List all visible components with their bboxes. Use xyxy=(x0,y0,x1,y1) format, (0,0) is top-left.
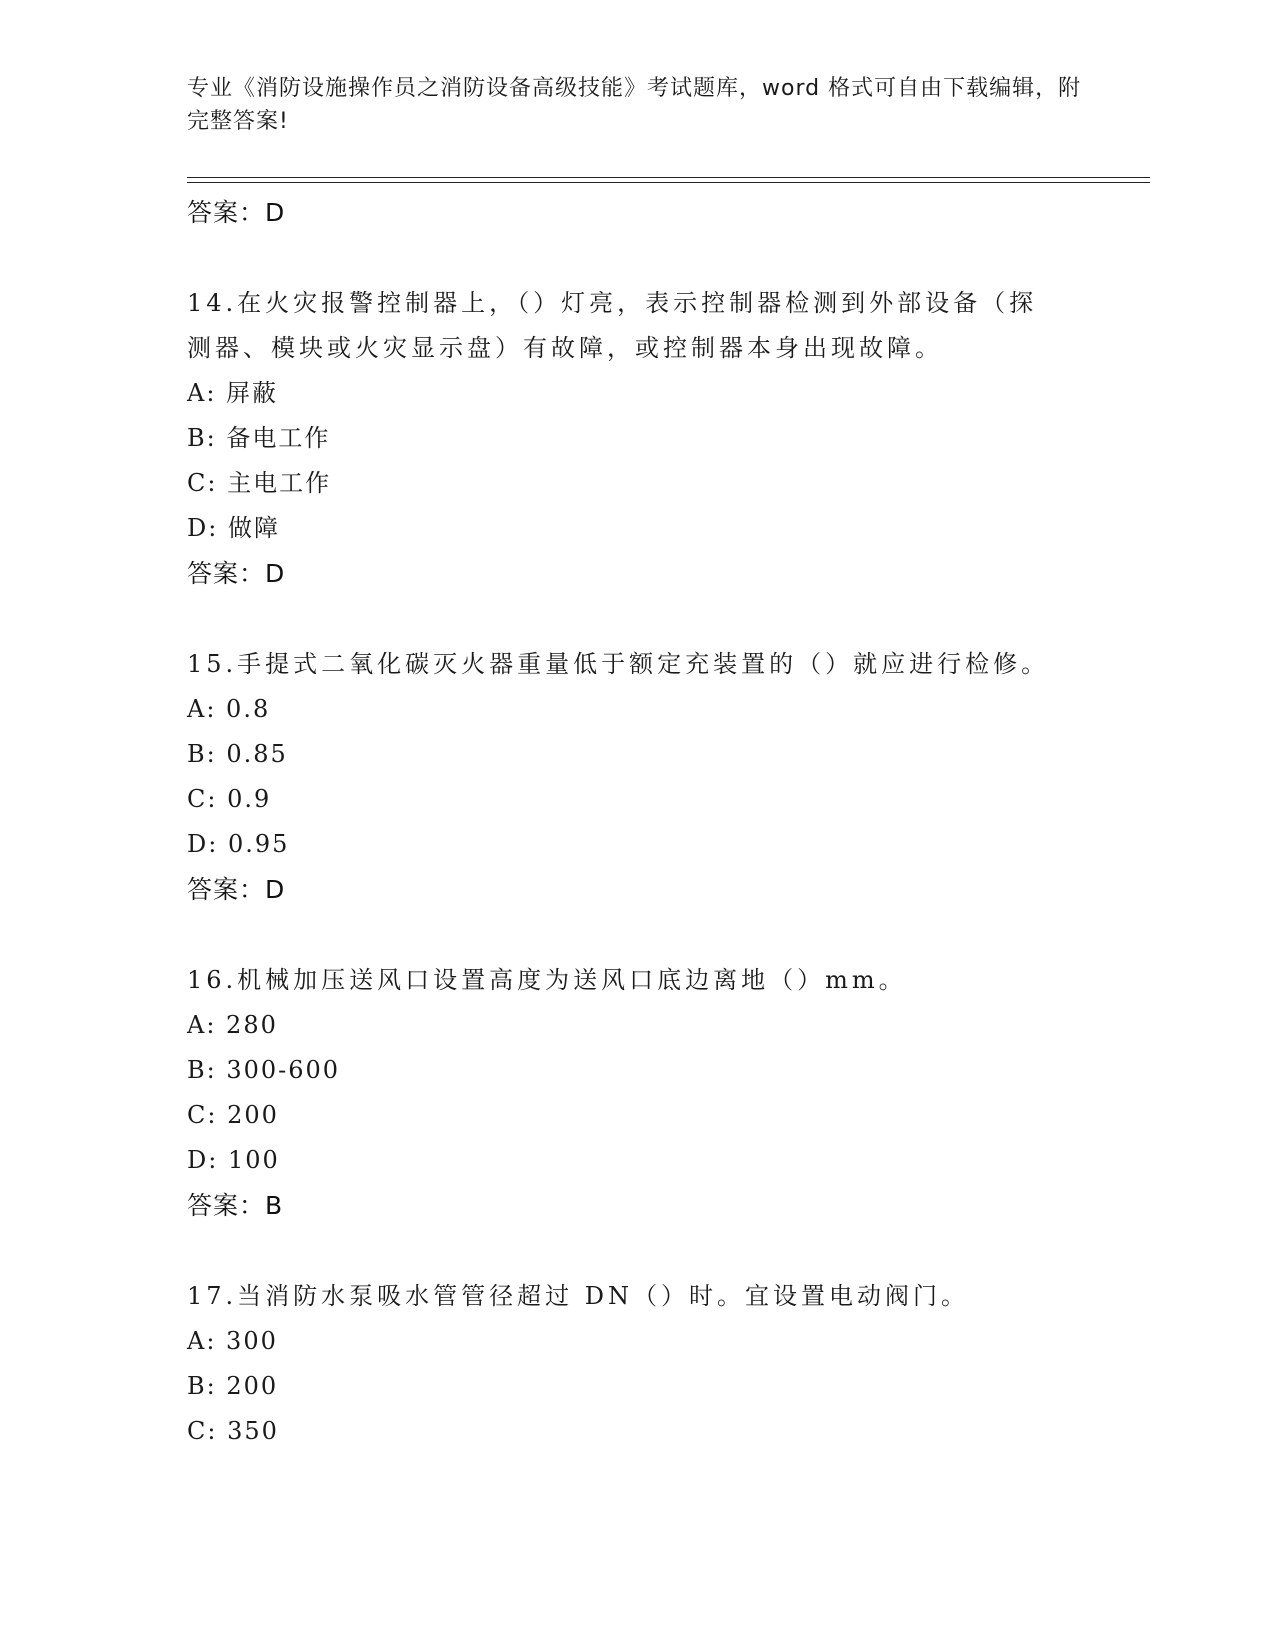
option-c: C: 0.9 xyxy=(187,785,272,813)
option-b: B: 200 xyxy=(187,1372,279,1400)
answer-line: 答案：D xyxy=(187,559,286,588)
option-a: A: 屏蔽 xyxy=(187,379,279,407)
header-rule-top xyxy=(187,177,1150,178)
option-c: C: 主电工作 xyxy=(187,469,332,497)
question-14 xyxy=(187,281,1107,596)
page-header: 专业《消防设施操作员之消防设备高级技能》考试题库，word 格式可自由下载编辑，附完整答案! xyxy=(187,76,1082,134)
option-c: C: 200 xyxy=(187,1101,279,1129)
answer-line: 答案：D xyxy=(187,875,286,904)
question-text: 14.在火灾报警控制器上，（）灯亮，表示控制器检测到外部设备（探测器、模块或火灾显示盘）有故障，或控制器本身出现故障。 xyxy=(187,289,1038,362)
option-d: D: 做障 xyxy=(187,514,280,542)
option-b: B: 备电工作 xyxy=(187,424,331,452)
option-b: B: 0.85 xyxy=(187,740,288,768)
question-text: 17.当消防水泵吸水管管径超过 DN（）时。宜设置电动阀门。 xyxy=(187,1282,970,1310)
option-d: D: 0.95 xyxy=(187,830,290,858)
question-list xyxy=(187,190,1107,1454)
question-15 xyxy=(187,642,1107,912)
answer-line: 答案：D xyxy=(187,198,286,227)
option-b: B: 300-600 xyxy=(187,1056,341,1084)
option-a: A: 300 xyxy=(187,1327,278,1355)
question-text: 15.手提式二氧化碳灭火器重量低于额定充装置的（）就应进行检修。 xyxy=(187,650,1050,678)
question-16 xyxy=(187,958,1107,1228)
question-17 xyxy=(187,1274,1107,1454)
option-a: A: 0.8 xyxy=(187,695,271,723)
question-text: 16.机械加压送风口设置高度为送风口底边离地（）mm。 xyxy=(187,966,907,994)
header-rule-bottom xyxy=(187,182,1150,183)
answer-line: 答案：B xyxy=(187,1191,284,1220)
option-d: D: 100 xyxy=(187,1146,280,1174)
option-a: A: 280 xyxy=(187,1011,278,1039)
option-c: C: 350 xyxy=(187,1417,279,1445)
